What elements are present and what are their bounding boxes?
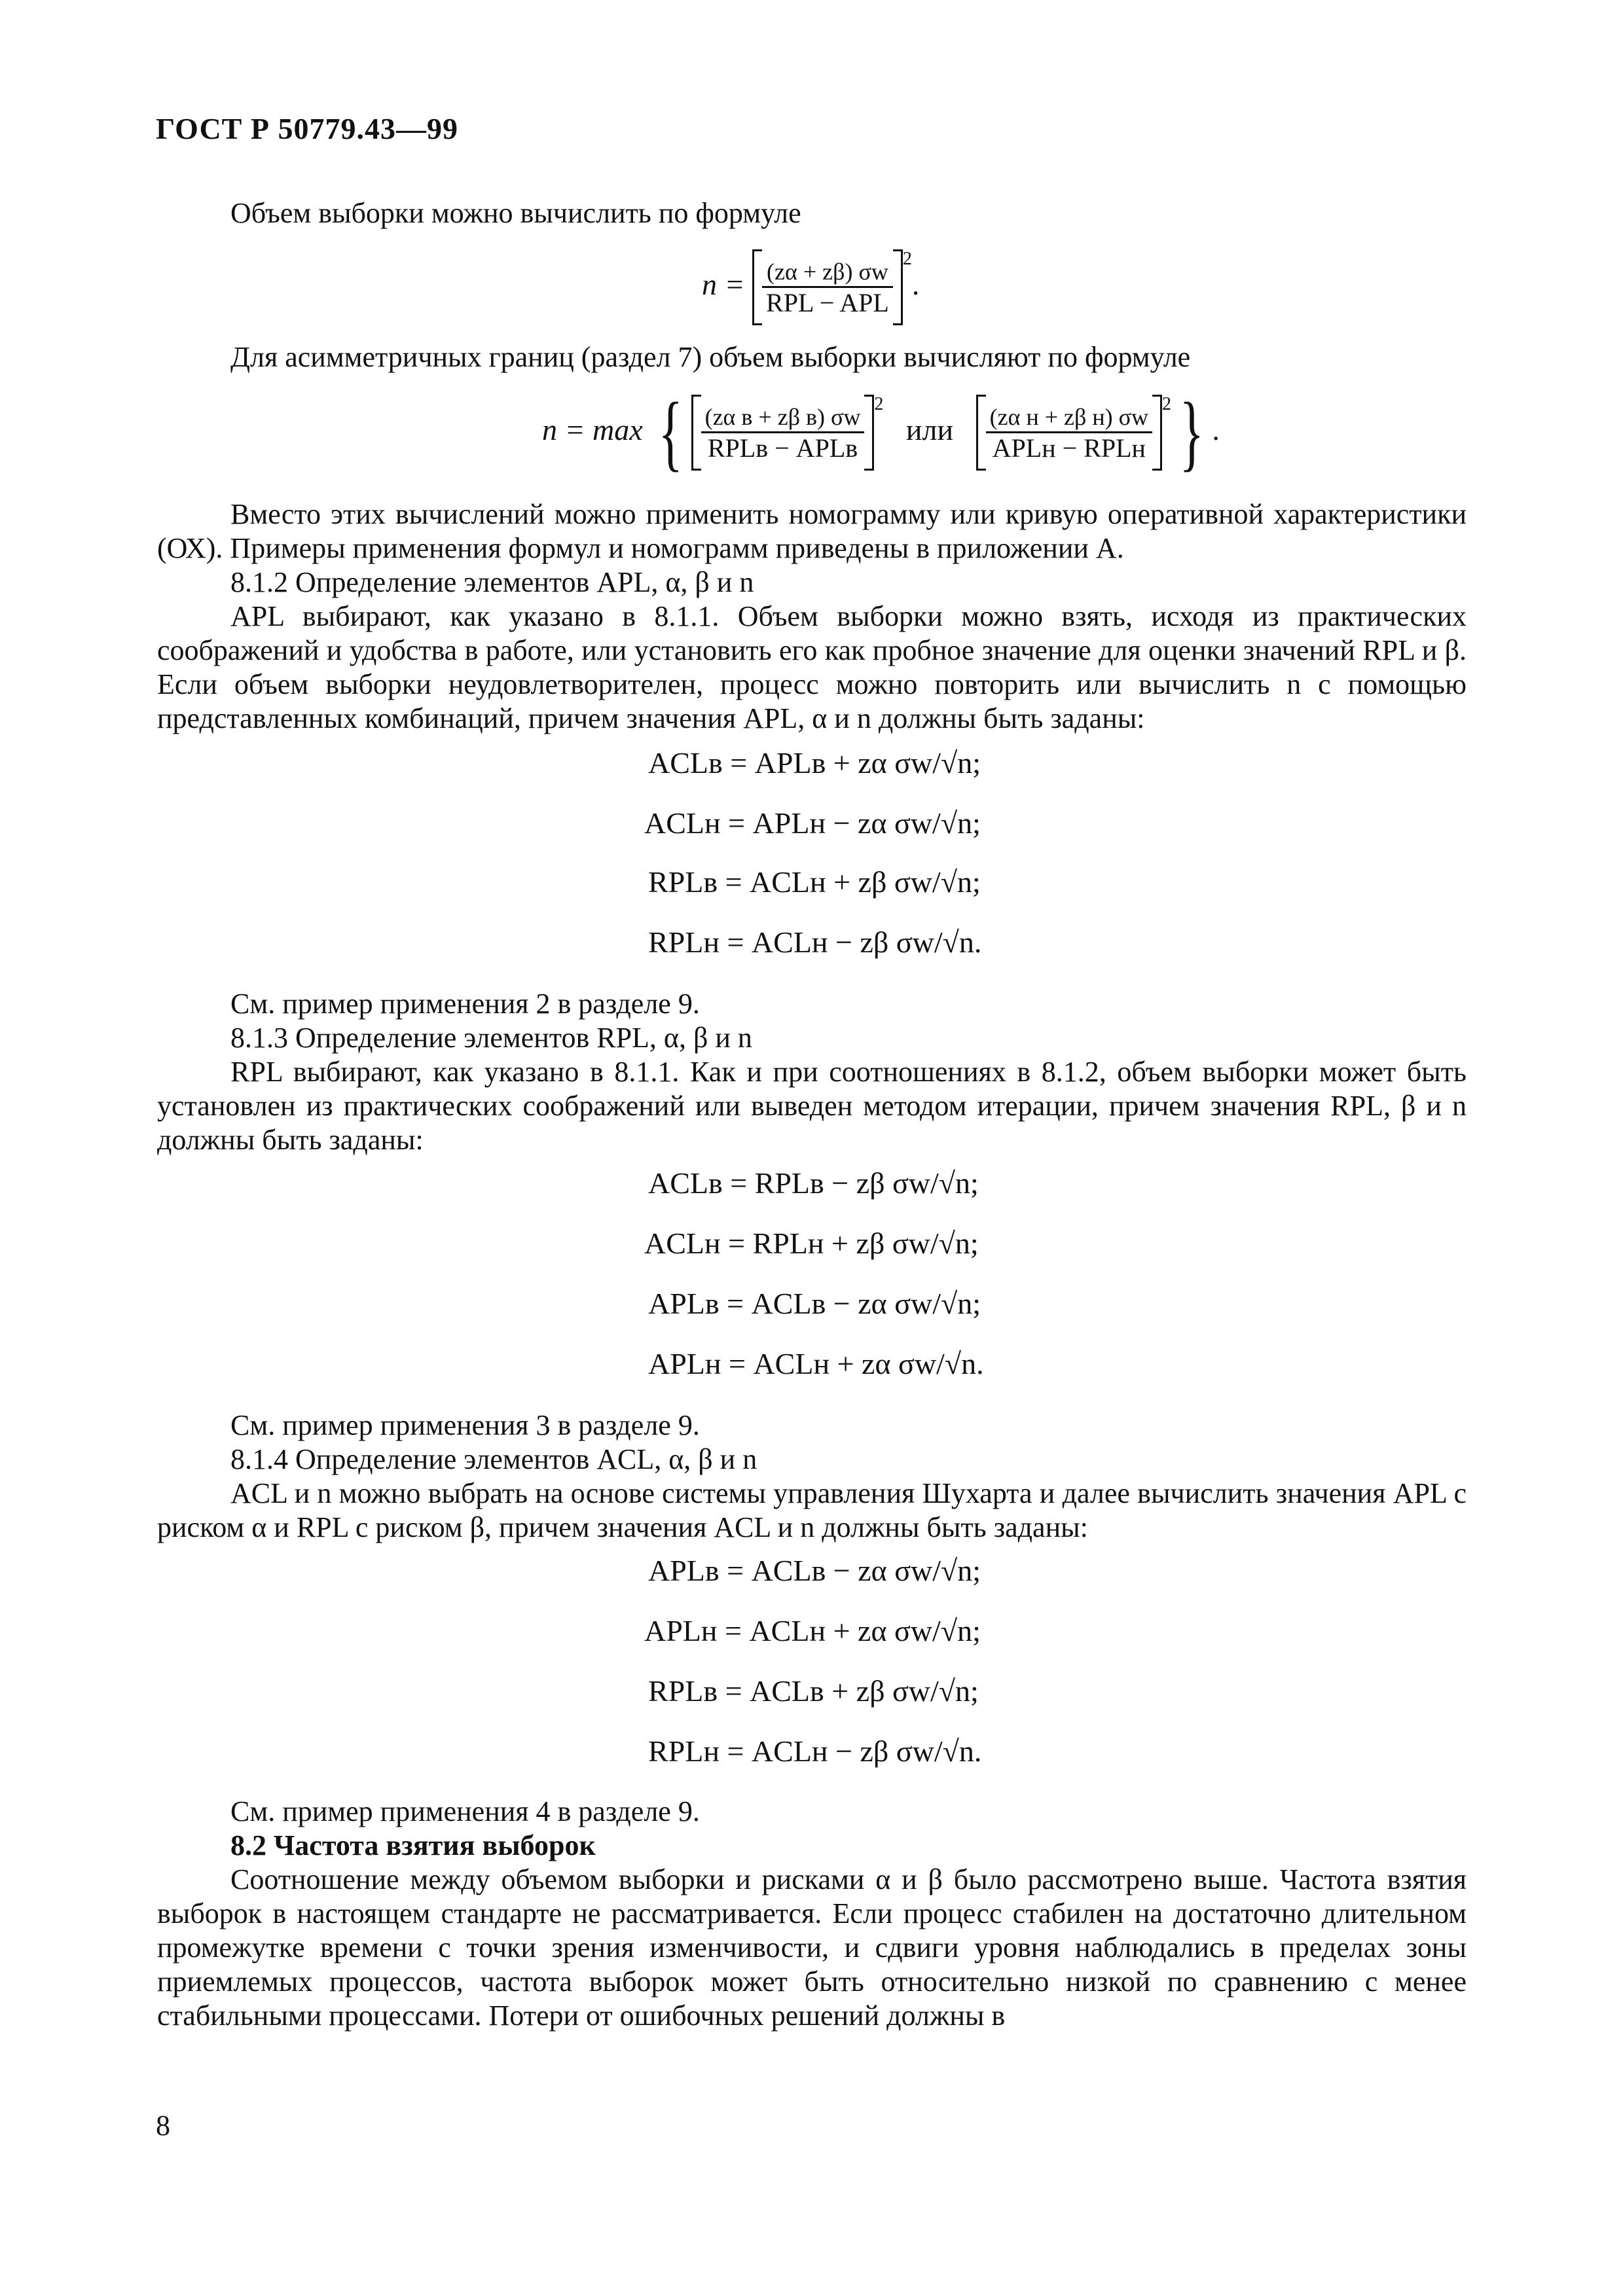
formula-lhs: n = (702, 268, 753, 301)
formula-denominator: RPLв − APLв (701, 431, 865, 463)
see-example-3: См. пример применения 3 в разделе 9. (230, 1409, 700, 1441)
section-heading-8-1-3: 8.1.3 Определение элементов RPL, α, β и n (230, 1022, 752, 1054)
equation-b2: ACLн = RPLн + zβ σw/√n; (644, 1227, 979, 1260)
see-example-4: См. пример применения 4 в разделе 9. (230, 1795, 700, 1827)
formula-numerator: (zα н + zβ н) σw (989, 403, 1148, 430)
equation-a2: ACLн = APLн − zα σw/√n; (644, 806, 981, 840)
page-number: 8 (156, 2109, 170, 2142)
right-bracket (1152, 395, 1162, 471)
equation-c2: APLн = ACLн + zα σw/√n; (644, 1614, 981, 1647)
formula-fraction-lower (986, 403, 1152, 463)
equation-a3: RPLв = ACLн + zβ σw/√n; (648, 865, 981, 899)
see-example-2: См. пример применения 2 в разделе 9. (230, 988, 700, 1020)
right-bracket (893, 249, 903, 325)
left-bracket (752, 249, 762, 325)
formula-asymmetric (542, 386, 1220, 480)
paragraph-apl: APL выбирают, как указано в 8.1.1. Объем выборки можно взять, исходя из практических соображений и удобства в работе, или установить его как пробное значение для оценки значений RPL и β. Если объем выборки неудовлетворителен, процесс можно повторить или вычислить n с помощью представленных комбинаций, причем значения APL, α и n должны быть заданы: (157, 600, 1467, 734)
paragraph-acl: ACL и n можно выбрать на основе системы управления Шухарта и далее вычислить значения APL с риском α и RPL с риском β, причем значения ACL и n должны быть заданы: (157, 1477, 1467, 1543)
right-brace: } (1179, 386, 1204, 480)
paragraph-frequency: Соотношение между объемом выборки и рисками α и β было рассмотрено выше. Частота взятия выборок в настоящем стандарте не рассматривается. Если процесс стабилен на достаточно длительном промежутке времени с точки зрения изменчивости, и сдвиги уровня наблюдались в пределах зоны приемлемых процессов, частота выборок может быть относительно низкой по сравнению с менее стабильными процессами. Потери от ошибочных решений должны в (157, 1863, 1467, 2032)
formula-denominator: APLн − RPLн (986, 431, 1152, 463)
document-header: ГОСТ Р 50779.43—99 (156, 112, 458, 145)
equation-c1: APLв = ACLв − zα σw/√n; (648, 1554, 981, 1587)
right-bracket (864, 395, 874, 471)
formula-fraction (762, 257, 893, 318)
formula-tail: . (1212, 413, 1220, 446)
section-heading-8-1-4: 8.1.4 Определение элементов ACL, α, β и n (230, 1443, 757, 1475)
formula-exponent: 2 (874, 394, 884, 414)
formula-sample-size (702, 242, 919, 325)
section-heading-8-1-2: 8.1.2 Определение элементов APL, α, β и n (230, 566, 754, 598)
formula-fraction-upper (701, 403, 865, 463)
formula-tail: . (911, 268, 920, 301)
equation-a4: RPLн = ACLн − zβ σw/√n. (648, 925, 982, 959)
equation-b4: APLн = ACLн + zα σw/√n. (648, 1347, 984, 1380)
left-bracket (976, 395, 986, 471)
paragraph-asymmetric: Для асимметричных границ (раздел 7) объем выборки вычисляют по формуле (230, 341, 1191, 373)
paragraph-nomogram: Вместо этих вычислений можно применить номограмму или кривую оперативной характеристики (ОХ). Примеры применения формул и номограмм приведены в приложении А. (157, 498, 1467, 564)
formula-exponent: 2 (902, 249, 912, 269)
left-bracket (691, 395, 701, 471)
equation-a1: ACLв = APLв + zα σw/√n; (648, 746, 981, 780)
formula-lhs: n = max (542, 413, 643, 446)
paragraph-sample-size: Объем выборки можно вычислить по формуле (230, 197, 801, 229)
equation-c4: RPLн = ACLн − zβ σw/√n. (648, 1734, 982, 1768)
equation-b1: ACLв = RPLв − zβ σw/√n; (648, 1166, 979, 1200)
left-brace: { (658, 386, 684, 480)
formula-exponent: 2 (1161, 394, 1171, 414)
equation-c3: RPLв = ACLв + zβ σw/√n; (648, 1674, 979, 1708)
paragraph-rpl: RPL выбирают, как указано в 8.1.1. Как и при соотношениях в 8.1.2, объем выборки может быть установлен из практических соображений или выведен методом итерации, причем значения RPL, β и n должны быть заданы: (157, 1056, 1467, 1156)
formula-denominator: RPL − APL (762, 286, 893, 318)
section-heading-8-2: 8.2 Частота взятия выборок (230, 1829, 596, 1861)
formula-or: или (905, 413, 954, 446)
formula-numerator: (zα в + zβ в) σw (704, 403, 861, 430)
formula-numerator: (zα + zβ) σw (767, 258, 888, 285)
equation-b3: APLв = ACLв − zα σw/√n; (648, 1287, 981, 1320)
